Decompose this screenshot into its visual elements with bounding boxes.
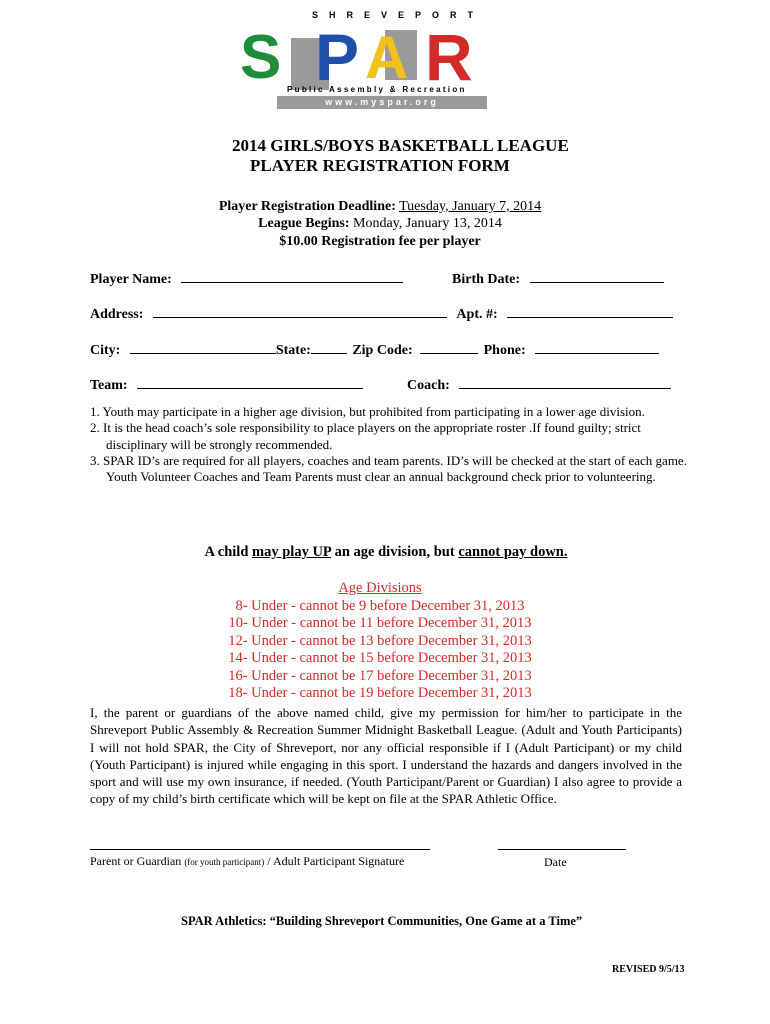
coach-label: Coach: — [407, 378, 450, 393]
rules-list — [90, 404, 690, 485]
date-label: Date — [544, 855, 567, 869]
title-line-2: PLAYER REGISTRATION FORM — [250, 156, 510, 175]
logo-tagline: Public Assembly & Recreation — [287, 85, 467, 94]
state-label: State: — [275, 343, 311, 358]
play-up-text-2: may play UP — [252, 544, 331, 560]
age-division-item: 14- Under - cannot be 15 before December 31, 2013 — [228, 650, 532, 666]
begins-line — [90, 216, 670, 232]
logo-letter-s: S — [240, 23, 282, 92]
consent-paragraph: I, the parent or guardians of the above named child, give my permission for him/her to participate in the Shreveport Public Assembly & Recreation Summer Midnight Basketball League. (Adult and Youth Participants) I will not hold SPAR, the City of Shreveport, nor any official responsible if I (Adult Participant) or my child (Youth Participant) is injured while engaging in this sport. I understand the hazards and dangers involved in the sport and will use my own insurance, if needed. (Youth Participant/Parent or Guardian) I also agree to provide a copy of my child’s birth certificate which will be kept on file at the SPAR Athletic Office. — [90, 705, 682, 807]
birth-date-label: Birth Date: — [452, 272, 521, 287]
fee-line: $10.00 Registration fee per player — [279, 234, 481, 249]
logo-city-text: SHREVEPORT — [311, 10, 484, 20]
deadline-value: Tuesday, January 7, 2014 — [399, 199, 542, 214]
logo-letter-a: A — [365, 24, 409, 91]
player-name-label: Player Name: — [90, 272, 172, 287]
birth-date-row — [452, 270, 664, 288]
rule-item: 3. SPAR ID’s are required for all players, coaches and team parents. ID’s will be checked at the start of each game. Youth Volunteer Coaches and Team Parents must clear an annual background check prior to volunteering. — [90, 452, 687, 485]
zip-label: Zip Code: — [352, 343, 413, 358]
logo-letter-p: P — [315, 20, 360, 94]
play-up-text-3: an age division, but — [330, 544, 459, 560]
coach-field[interactable] — [459, 376, 671, 389]
rule-item: 2. It is the head coach’s sole responsibility to place players on the appropriate roster .If found guilty; strict disciplinary will be strongly recommended. — [90, 420, 641, 452]
age-divisions — [90, 580, 670, 703]
date-line[interactable] — [498, 849, 626, 850]
birth-date-field[interactable] — [530, 270, 664, 283]
play-up-text-1: A child — [204, 544, 253, 560]
logo-url: www.myspar.org — [277, 96, 487, 109]
city-label: City: — [90, 343, 121, 358]
logo-letter-r: R — [425, 20, 473, 94]
state-field[interactable] — [311, 341, 347, 354]
age-division-item: 18- Under - cannot be 19 before December 31, 2013 — [228, 685, 532, 701]
signature-label-small: (for youth participant) — [184, 857, 265, 867]
begins-label: League Begins: — [258, 216, 350, 231]
team-field[interactable] — [137, 376, 363, 389]
title-line-1: 2014 GIRLS/BOYS BASKETBALL LEAGUE — [232, 136, 569, 155]
age-division-item: 12- Under - cannot be 13 before December 31, 2013 — [228, 632, 532, 649]
begins-value: Monday, January 13, 2014 — [353, 216, 502, 231]
rule-item: 1. Youth may participate in a higher age division, but prohibited from participating in a lower age division. — [90, 404, 645, 419]
revised-date: REVISED 9/5/13 — [612, 964, 685, 975]
signature-label-b: / Adult Participant Signature — [264, 854, 405, 868]
age-divisions-heading: Age Divisions — [338, 580, 422, 596]
deadline-line — [90, 199, 670, 215]
play-up-text-4: cannot pay down. — [458, 544, 568, 560]
signature-line[interactable] — [90, 849, 430, 850]
address-label: Address: — [90, 307, 144, 322]
team-label: Team: — [90, 378, 128, 393]
coach-row — [407, 376, 671, 394]
zip-field[interactable] — [420, 341, 478, 354]
footer-motto: SPAR Athletics: “Building Shreveport Communities, One Game at a Time” — [181, 914, 583, 928]
spar-logo — [235, 8, 505, 110]
player-name-field[interactable] — [181, 270, 403, 283]
play-up-notice — [90, 544, 682, 561]
deadline-label: Player Registration Deadline: — [218, 199, 396, 214]
age-division-item: 16- Under - cannot be 17 before December 31, 2013 — [228, 667, 532, 684]
apt-field[interactable] — [507, 305, 673, 318]
player-name-row — [90, 270, 403, 288]
signature-label-a: Parent or Guardian — [90, 854, 185, 868]
address-row — [90, 305, 673, 323]
phone-label: Phone: — [483, 343, 526, 358]
phone-field[interactable] — [535, 341, 659, 354]
age-division-item: 8- Under - cannot be 9 before December 31, 2013 — [235, 597, 525, 614]
team-row — [90, 376, 363, 394]
signature-label — [90, 854, 404, 869]
address-field[interactable] — [153, 305, 447, 318]
apt-label: Apt. #: — [456, 307, 498, 322]
age-division-item: 10- Under - cannot be 11 before December 31, 2013 — [228, 615, 532, 631]
city-row — [90, 341, 659, 359]
city-field[interactable] — [130, 341, 276, 354]
